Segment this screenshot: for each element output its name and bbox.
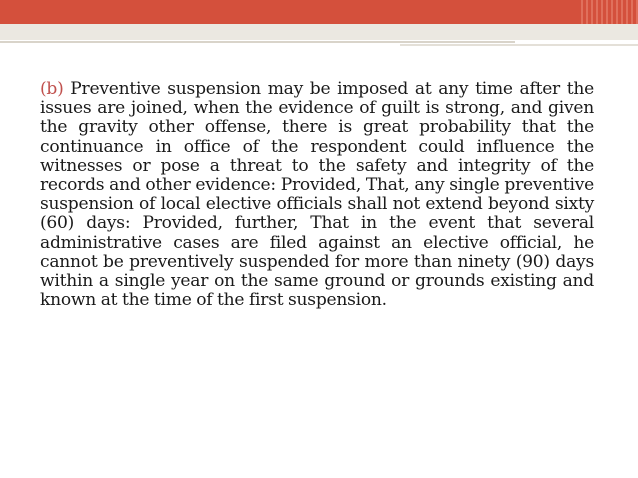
- item-marker: (b): [40, 79, 64, 99]
- header-band: [0, 24, 638, 40]
- body-paragraph: [40, 80, 594, 310]
- header-bar: [0, 0, 638, 24]
- paragraph-text: Preventive suspension may be imposed at any time after the issues are joined, when the evidence of guilt is strong, and given the gravity other offense, there is great probability that the continuance in office of the respondent could influence the witnesses or pose a threat to the safety and integrity of the records and other evidence: Provided, That, any single preventive suspension of local elective officials shall not extend beyond sixty (60) days: Provided, further, That in the event that several administrative cases are filed against an elective official, he cannot be preventively suspended for more than ninety (90) days within a single year on the same ground or grounds existing and known at the time of the first suspension.: [40, 79, 594, 311]
- header-rule: [0, 41, 515, 43]
- header-rule-secondary: [400, 44, 638, 46]
- header-stripes: [578, 0, 638, 24]
